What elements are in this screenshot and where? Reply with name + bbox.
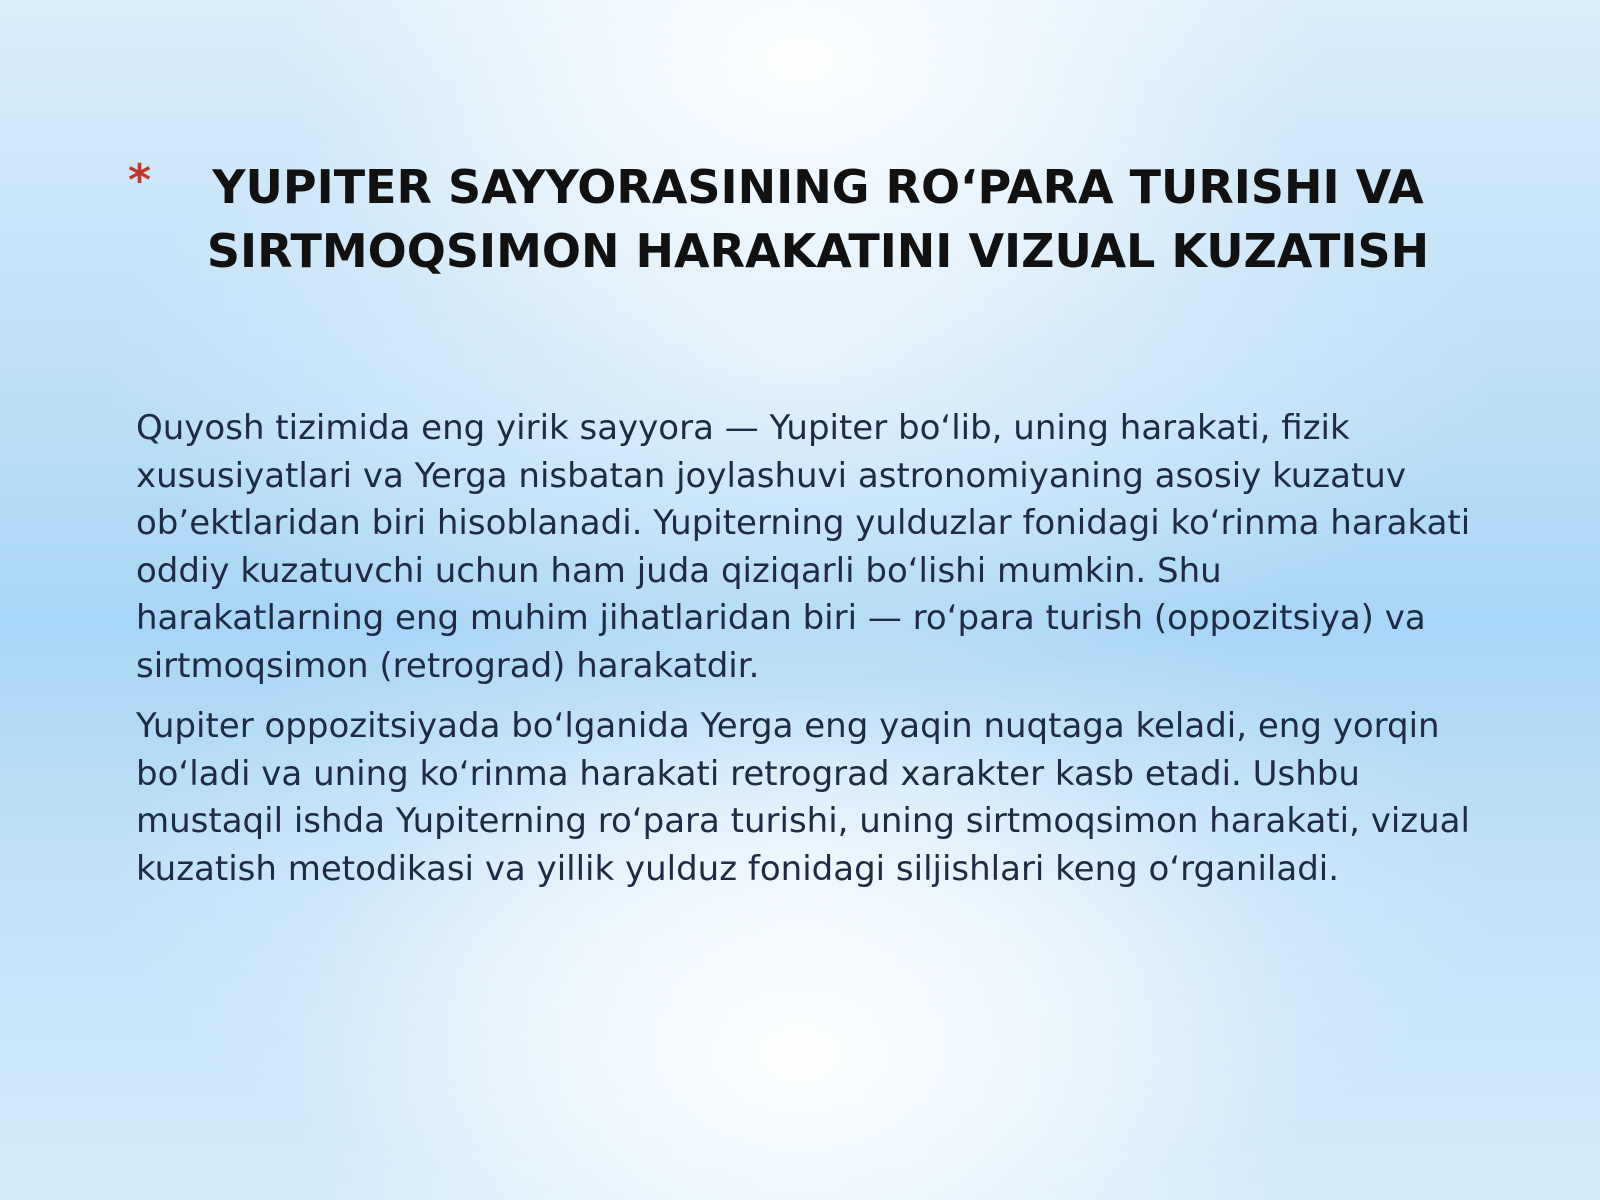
title-row [128, 155, 1468, 283]
body-paragraph-2: Yupiter oppozitsiyada bo‘lganida Yerga eng yaqin nuqtaga keladi, eng yorqin bo‘ladi va uning ko‘rinma harakati retrograd xarakter kasb etadi. Ushbu mustaqil ishda Yupiterning ro‘para turishi, uning sirtmoqsimon harakati, vizual kuzatish metodikasi va yillik yulduz fonidagi siljishlari keng o‘rganiladi. [136, 706, 1470, 889]
slide-title: YUPITER SAYYORASINING RO‘PARA TURISHI VA SIRTMOQSIMON HARAKATINI VIZUAL KUZATISH [206, 160, 1430, 278]
title-bullet-icon: * [128, 155, 152, 206]
slide-body [136, 405, 1476, 906]
body-paragraph-1: Quyosh tizimida eng yirik sayyora — Yupiter bo‘lib, uning harakati, fizik xususiyatlari va Yerga nisbatan joylashuvi astronomiyaning asosiy kuzatuv ob’ektlaridan biri hisoblanadi. Yupiterning yulduzlar fonidagi ko‘rinma harakati oddiy kuzatuvchi uchun ham juda qiziqarli bo‘lishi mumkin. Shu harakatlarning eng muhim jihatlaridan biri — ro‘para turish (oppozitsiya) va sirtmoqsimon (retrograd) harakatdir. [136, 408, 1471, 686]
